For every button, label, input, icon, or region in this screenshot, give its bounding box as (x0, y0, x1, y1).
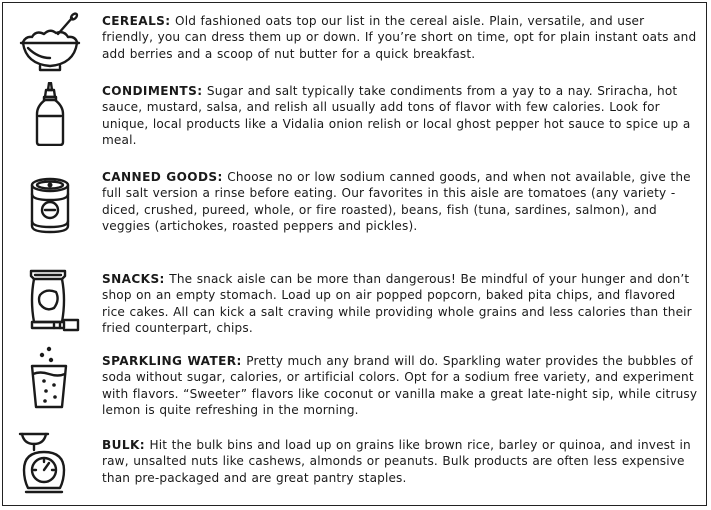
section-text (102, 353, 698, 418)
section-body: Pretty much any brand will do. Sparkling water provides the bubbles of soda without sugar, calories, or artificial colors. Opt for a sodium free variety, and experiment with flavors. “Sweeter” flavors like coconut or vanilla make a great late-night sip, while citrusy lemon is quite refreshing in the morning. (102, 354, 698, 417)
section-text (102, 13, 698, 62)
document-frame (2, 2, 707, 506)
condiment-bottle-icon (18, 82, 82, 146)
scale-icon (18, 430, 82, 494)
section-body: Hit the bulk bins and load up on grains like brown rice, barley or quinoa, and invest in raw, unsalted nuts like cashews, almonds or peanuts. Bulk products are often less expensive than pre-packaged and are great pantry staples. (102, 438, 691, 485)
section-text (102, 169, 698, 234)
snack-bag-icon (18, 268, 82, 332)
sparkling-water-glass-icon (18, 345, 82, 409)
section-text (102, 437, 698, 486)
section-body: The snack aisle can be more than dangerous! Be mindful of your hunger and don’t shop on an empty stomach. Load up on air popped popcorn, baked pita chips, and flavored rice cakes. All can kick a salt craving while providing whole grains and less calories than their fried counterpart, chips. (102, 272, 692, 335)
section-title: SNACKS: (102, 272, 165, 286)
section-text (102, 271, 698, 336)
cereal-bowl-icon (18, 12, 82, 76)
section-title: CANNED GOODS: (102, 170, 223, 184)
section-title: BULK: (102, 438, 145, 452)
section-body: Old fashioned oats top our list in the cereal aisle. Plain, versatile, and user friendly, you can dress them up or down. If you’re short on time, opt for plain instant oats and add berries and a scoop of nut butter for a quick breakfast. (102, 14, 697, 61)
section-title: CEREALS: (102, 14, 171, 28)
section-body: Sugar and salt typically take condiments from a yay to a nay. Sriracha, hot sauce, mustard, salsa, and relish all usually add tons of flavor with few calories. Look for unique, local products like a Vidalia onion relish or local ghost pepper hot sauce to spice up a meal. (102, 84, 691, 147)
section-body: Choose no or low sodium canned goods, and when not available, give the full salt version a rinse before eating. Our favorites in this aisle are tomatoes (any variety - diced, crushed, pureed, whole, or fire roasted), beans, fish (tuna, sardines, salmon), and veggies (artichokes, roasted peppers and pickles). (102, 170, 691, 233)
section-title: CONDIMENTS: (102, 84, 203, 98)
section-title: SPARKLING WATER: (102, 354, 242, 368)
canned-goods-icon (18, 172, 82, 236)
section-text (102, 83, 698, 148)
